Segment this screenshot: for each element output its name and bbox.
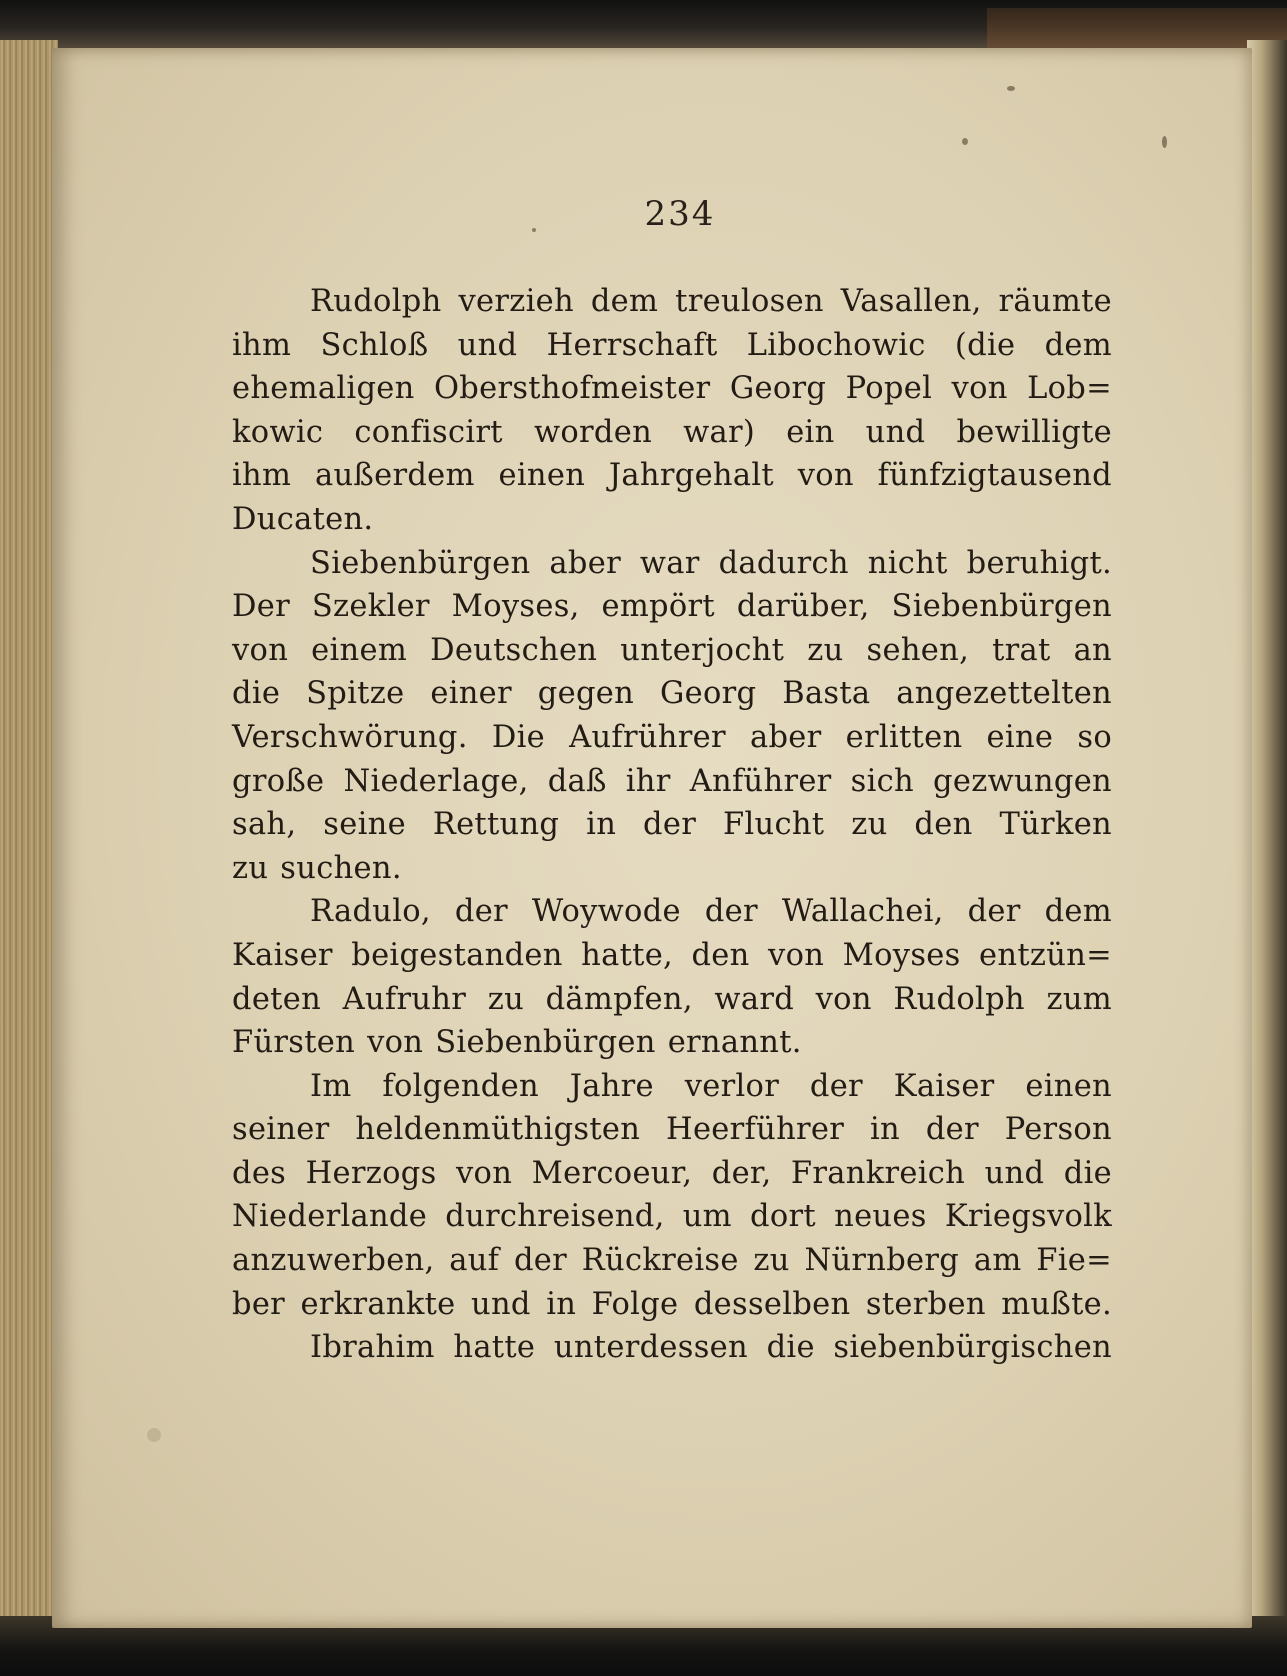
text-line: Ibrahim hatte unterdessen die siebenbürgischen [310,1330,1112,1366]
text-line: ihm Schloß und Herrschaft Libochowic (die dem [232,327,1112,363]
text-line: ber erkrankte und in Folge desselben sterben mußte. [232,1286,1112,1322]
text-line: ihm außerdem einen Jahrgehalt von fünfzigtausend [232,458,1112,494]
foxing-speck [1162,136,1167,148]
page-number: 234 [644,194,716,234]
text-line: große Niederlage, daß ihr Anführer sich gezwungen [232,763,1112,799]
paragraph-5 [232,1326,1112,1370]
text-line: Verschwörung. Die Aufrührer aber erlitten eine so [232,719,1112,755]
paragraph-1 [232,280,1112,542]
book-right-edge [1247,40,1287,1620]
foxing-speck [962,138,968,145]
text-line: seiner heldenmüthigsten Heerführer in der Person [232,1112,1112,1148]
text-line: Fürsten von Siebenbürgen ernannt. [232,1025,802,1061]
body-text [232,280,1112,1370]
text-line: von einem Deutschen unterjocht zu sehen, trat an [232,632,1112,668]
text-line: des Herzogs von Mercoeur, der, Frankreich und die [232,1155,1112,1191]
text-line: Im folgenden Jahre verlor der Kaiser einen [310,1068,1112,1104]
text-line: die Spitze einer gegen Georg Basta angezettelten [232,676,1112,712]
foxing-speck [147,1428,161,1442]
text-line: Rudolph verzieh dem treulosen Vasallen, räumte [310,284,1112,319]
text-line: Radulo, der Woywode der Wallachei, der dem [310,894,1112,930]
book-cover-edge [987,8,1287,48]
text-line: ehemaligen Obersthofmeister Georg Popel von Lob= [232,371,1112,407]
text-line: Kaiser beigestanden hatte, den von Moyses entzün= [232,937,1112,973]
paragraph-4 [232,1065,1112,1327]
text-line: sah, seine Rettung in der Flucht zu den Türken [232,807,1112,843]
book-left-edge [0,40,58,1620]
foxing-speck [1007,86,1015,91]
text-line: Siebenbürgen aber war dadurch nicht beruhigt. [310,545,1112,581]
text-line: anzuwerben, auf der Rückreise zu Nürnberg am Fie= [232,1243,1112,1279]
text-line: Der Szekler Moyses, empört darüber, Siebenbürgen [232,589,1112,625]
paragraph-2 [232,542,1112,891]
text-line: Niederlande durchreisend, um dort neues Kriegsvolk [232,1199,1112,1235]
text-line: zu suchen. [232,850,402,886]
text-line: Ducaten. [232,501,374,537]
text-line: deten Aufruhr zu dämpfen, ward von Rudolph zum [232,981,1112,1017]
text-line: kowic confiscirt worden war) ein und bewilligte [232,414,1112,450]
paragraph-3 [232,890,1112,1064]
